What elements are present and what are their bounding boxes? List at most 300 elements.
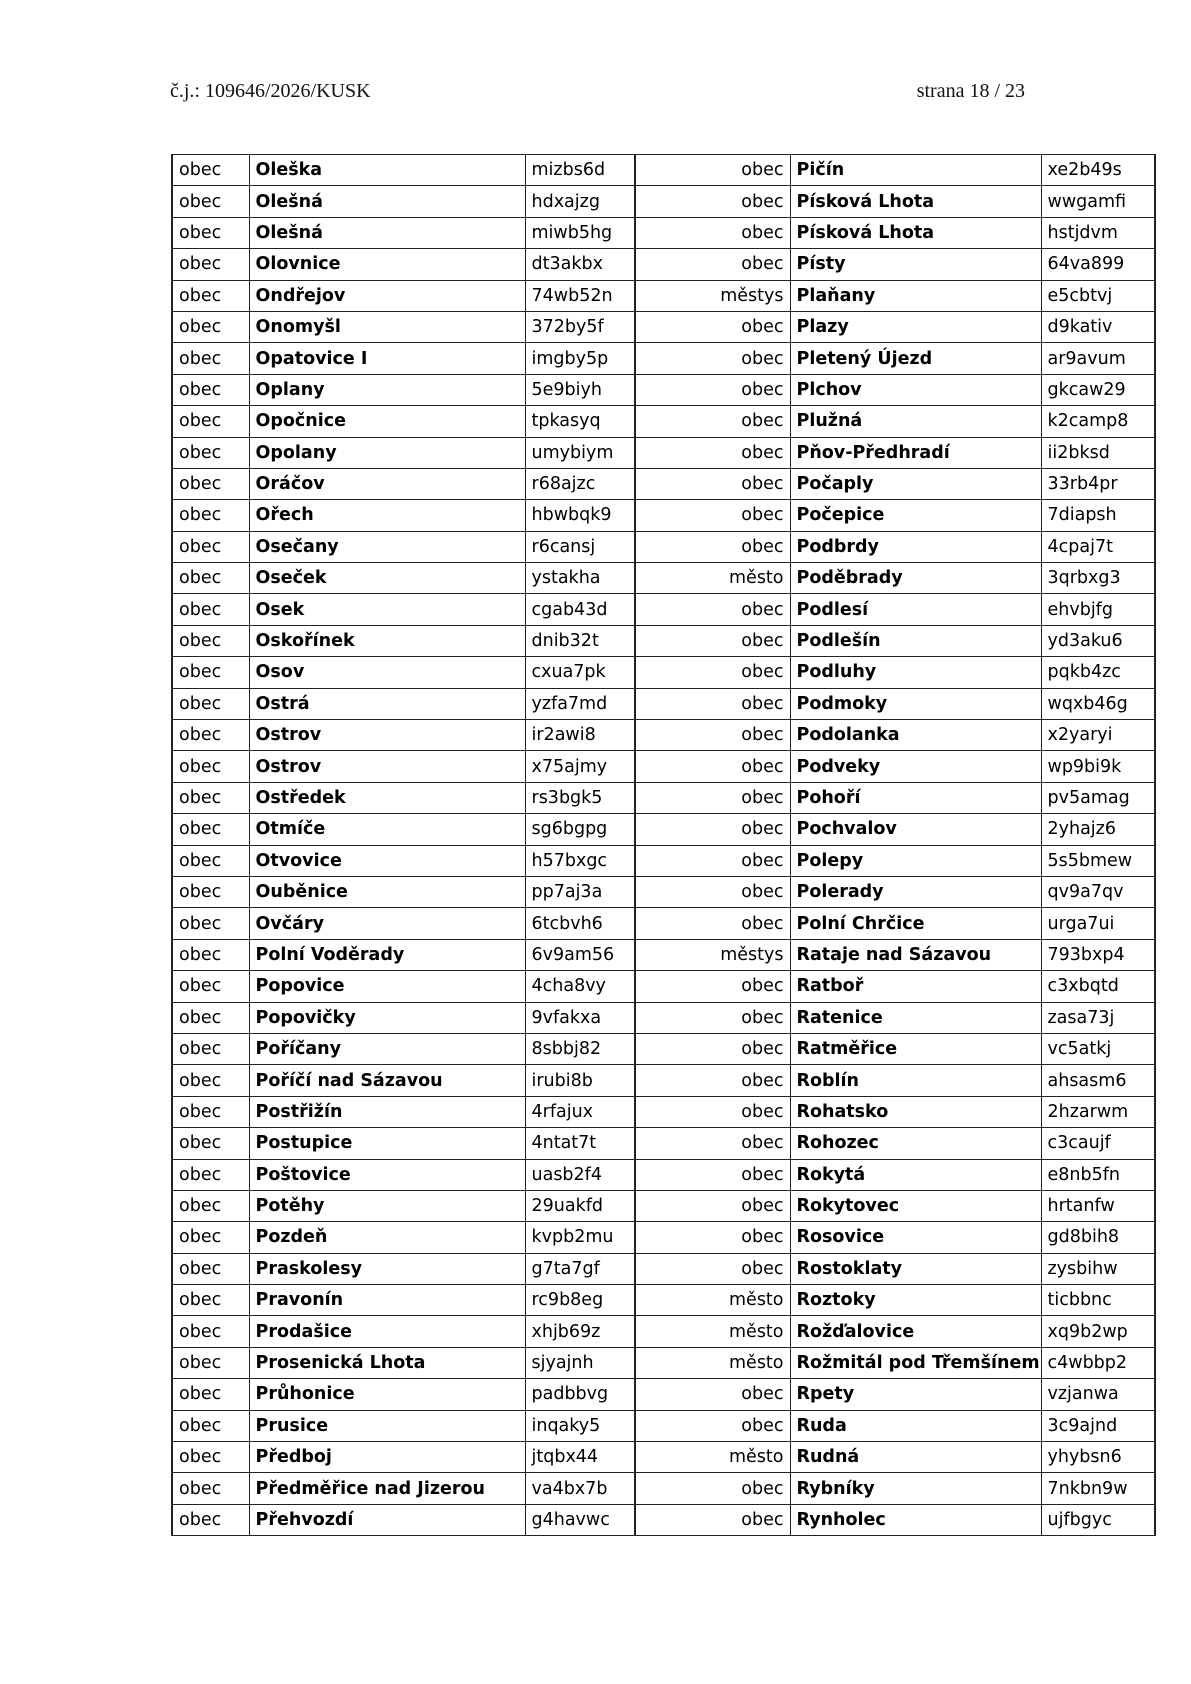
right-type-cell: obec (635, 1190, 790, 1221)
right-name-cell: Podveky (790, 751, 1041, 782)
left-name-cell: Oplany (249, 374, 525, 405)
right-name-cell: Ratměřice (790, 1033, 1041, 1064)
right-name-cell: Pňov-Předhradí (790, 437, 1041, 468)
right-name-cell: Podmoky (790, 688, 1041, 719)
right-code-cell: qv9a7qv (1041, 876, 1155, 907)
right-type-cell: obec (635, 594, 790, 625)
left-code-cell: 6tcbvh6 (525, 908, 635, 939)
right-code-cell: 33rb4pr (1041, 468, 1155, 499)
right-name-cell: Rohatsko (790, 1096, 1041, 1127)
right-type-cell: obec (635, 468, 790, 499)
table-row (172, 1159, 1155, 1190)
right-name-cell: Ratboř (790, 971, 1041, 1002)
left-name-cell: Popovičky (249, 1002, 525, 1033)
right-type-cell: obec (635, 688, 790, 719)
left-code-cell: yzfa7md (525, 688, 635, 719)
right-type-cell: město (635, 1442, 790, 1473)
right-code-cell: 3c9ajnd (1041, 1410, 1155, 1441)
left-type-cell: obec (172, 594, 249, 625)
left-name-cell: Praskolesy (249, 1253, 525, 1284)
left-type-cell: obec (172, 249, 249, 280)
table-row (172, 1128, 1155, 1159)
left-name-cell: Ostrov (249, 751, 525, 782)
left-type-cell: obec (172, 1253, 249, 1284)
left-code-cell: 29uakfd (525, 1190, 635, 1221)
right-type-cell: město (635, 1285, 790, 1316)
right-type-cell: obec (635, 720, 790, 751)
table-row (172, 1473, 1155, 1504)
right-type-cell: obec (635, 374, 790, 405)
left-type-cell: obec (172, 625, 249, 656)
left-type-cell: obec (172, 1316, 249, 1347)
table-row (172, 939, 1155, 970)
table-row (172, 1002, 1155, 1033)
right-type-cell: obec (635, 782, 790, 813)
right-code-cell: xe2b49s (1041, 155, 1155, 186)
left-type-cell: obec (172, 1222, 249, 1253)
left-name-cell: Opatovice I (249, 343, 525, 374)
left-type-cell: obec (172, 939, 249, 970)
left-code-cell: 372by5f (525, 311, 635, 342)
left-type-cell: obec (172, 1504, 249, 1535)
left-code-cell: sjyajnh (525, 1347, 635, 1378)
left-code-cell: dt3akbx (525, 249, 635, 280)
left-code-cell: rc9b8eg (525, 1285, 635, 1316)
left-code-cell: jtqbx44 (525, 1442, 635, 1473)
left-code-cell: xhjb69z (525, 1316, 635, 1347)
right-type-cell: obec (635, 814, 790, 845)
left-type-cell: obec (172, 720, 249, 751)
right-type-cell: obec (635, 908, 790, 939)
table-row (172, 1442, 1155, 1473)
right-code-cell: yhybsn6 (1041, 1442, 1155, 1473)
right-type-cell: obec (635, 531, 790, 562)
left-code-cell: 74wb52n (525, 280, 635, 311)
table-row (172, 625, 1155, 656)
left-type-cell: obec (172, 1473, 249, 1504)
left-name-cell: Ostrá (249, 688, 525, 719)
right-code-cell: ujfbgyc (1041, 1504, 1155, 1535)
right-name-cell: Plazy (790, 311, 1041, 342)
table-row (172, 1253, 1155, 1284)
left-code-cell: imgby5p (525, 343, 635, 374)
right-name-cell: Písková Lhota (790, 217, 1041, 248)
right-type-cell: obec (635, 249, 790, 280)
left-type-cell: obec (172, 876, 249, 907)
left-name-cell: Polní Voděrady (249, 939, 525, 970)
left-name-cell: Průhonice (249, 1379, 525, 1410)
table-row (172, 1096, 1155, 1127)
left-code-cell: irubi8b (525, 1065, 635, 1096)
table-row (172, 1347, 1155, 1378)
table-row (172, 688, 1155, 719)
table-row (172, 845, 1155, 876)
right-type-cell: obec (635, 1096, 790, 1127)
left-type-cell: obec (172, 751, 249, 782)
left-name-cell: Osek (249, 594, 525, 625)
table-body (172, 155, 1155, 1536)
right-type-cell: obec (635, 437, 790, 468)
right-type-cell: obec (635, 1473, 790, 1504)
right-name-cell: Rybníky (790, 1473, 1041, 1504)
right-name-cell: Poděbrady (790, 563, 1041, 594)
right-name-cell: Podolanka (790, 720, 1041, 751)
municipality-table (171, 154, 1156, 1536)
left-code-cell: x75ajmy (525, 751, 635, 782)
table-row (172, 531, 1155, 562)
right-name-cell: Ratenice (790, 1002, 1041, 1033)
table-row (172, 1222, 1155, 1253)
left-type-cell: obec (172, 1410, 249, 1441)
left-type-cell: obec (172, 1379, 249, 1410)
right-code-cell: c4wbbp2 (1041, 1347, 1155, 1378)
table-row (172, 1504, 1155, 1535)
left-name-cell: Ostředek (249, 782, 525, 813)
right-name-cell: Rožmitál pod Třemšínem (790, 1347, 1041, 1378)
left-type-cell: obec (172, 782, 249, 813)
left-code-cell: g4havwc (525, 1504, 635, 1535)
left-type-cell: obec (172, 1442, 249, 1473)
left-name-cell: Olešná (249, 217, 525, 248)
left-name-cell: Olešná (249, 186, 525, 217)
right-code-cell: c3caujf (1041, 1128, 1155, 1159)
right-name-cell: Podluhy (790, 657, 1041, 688)
left-code-cell: mizbs6d (525, 155, 635, 186)
left-name-cell: Poštovice (249, 1159, 525, 1190)
right-code-cell: 7nkbn9w (1041, 1473, 1155, 1504)
right-type-cell: obec (635, 1128, 790, 1159)
municipality-table-wrap (171, 154, 1156, 1536)
right-code-cell: pv5amag (1041, 782, 1155, 813)
table-row (172, 311, 1155, 342)
right-name-cell: Písková Lhota (790, 186, 1041, 217)
right-name-cell: Plaňany (790, 280, 1041, 311)
right-code-cell: yd3aku6 (1041, 625, 1155, 656)
left-type-cell: obec (172, 437, 249, 468)
right-code-cell: vzjanwa (1041, 1379, 1155, 1410)
left-code-cell: 8sbbj82 (525, 1033, 635, 1064)
left-name-cell: Otvovice (249, 845, 525, 876)
left-name-cell: Přehvozdí (249, 1504, 525, 1535)
right-type-cell: obec (635, 1222, 790, 1253)
left-type-cell: obec (172, 500, 249, 531)
right-code-cell: pqkb4zc (1041, 657, 1155, 688)
right-code-cell: 793bxp4 (1041, 939, 1155, 970)
right-code-cell: d9kativ (1041, 311, 1155, 342)
right-name-cell: Rokytovec (790, 1190, 1041, 1221)
left-code-cell: umybiym (525, 437, 635, 468)
right-type-cell: obec (635, 406, 790, 437)
left-code-cell: inqaky5 (525, 1410, 635, 1441)
left-name-cell: Ouběnice (249, 876, 525, 907)
left-code-cell: 4cha8vy (525, 971, 635, 1002)
table-row (172, 563, 1155, 594)
left-type-cell: obec (172, 531, 249, 562)
left-name-cell: Opočnice (249, 406, 525, 437)
right-type-cell: obec (635, 1002, 790, 1033)
right-code-cell: wp9bi9k (1041, 751, 1155, 782)
left-name-cell: Předboj (249, 1442, 525, 1473)
table-row (172, 249, 1155, 280)
table-row (172, 500, 1155, 531)
right-name-cell: Rudná (790, 1442, 1041, 1473)
right-name-cell: Podlesí (790, 594, 1041, 625)
right-type-cell: obec (635, 155, 790, 186)
right-code-cell: ticbbnc (1041, 1285, 1155, 1316)
right-type-cell: obec (635, 751, 790, 782)
left-name-cell: Ovčáry (249, 908, 525, 939)
table-row (172, 343, 1155, 374)
right-type-cell: obec (635, 1504, 790, 1535)
right-code-cell: vc5atkj (1041, 1033, 1155, 1064)
left-name-cell: Prosenická Lhota (249, 1347, 525, 1378)
right-code-cell: xq9b2wp (1041, 1316, 1155, 1347)
right-code-cell: 3qrbxg3 (1041, 563, 1155, 594)
right-name-cell: Počepice (790, 500, 1041, 531)
right-name-cell: Ruda (790, 1410, 1041, 1441)
left-code-cell: 4ntat7t (525, 1128, 635, 1159)
right-name-cell: Pletený Újezd (790, 343, 1041, 374)
left-name-cell: Postřižín (249, 1096, 525, 1127)
left-name-cell: Opolany (249, 437, 525, 468)
right-type-cell: město (635, 563, 790, 594)
right-type-cell: obec (635, 186, 790, 217)
left-code-cell: 9vfakxa (525, 1002, 635, 1033)
right-code-cell: k2camp8 (1041, 406, 1155, 437)
left-code-cell: sg6bgpg (525, 814, 635, 845)
table-row (172, 1285, 1155, 1316)
right-type-cell: obec (635, 657, 790, 688)
left-code-cell: 5e9biyh (525, 374, 635, 405)
left-code-cell: h57bxgc (525, 845, 635, 876)
right-name-cell: Rožďalovice (790, 1316, 1041, 1347)
left-name-cell: Potěhy (249, 1190, 525, 1221)
table-row (172, 374, 1155, 405)
left-name-cell: Prusice (249, 1410, 525, 1441)
table-row (172, 814, 1155, 845)
left-type-cell: obec (172, 1065, 249, 1096)
right-type-cell: město (635, 1316, 790, 1347)
table-row (172, 1410, 1155, 1441)
table-row (172, 437, 1155, 468)
left-code-cell: 4rfajux (525, 1096, 635, 1127)
left-code-cell: dnib32t (525, 625, 635, 656)
table-row (172, 280, 1155, 311)
left-name-cell: Otmíče (249, 814, 525, 845)
right-name-cell: Rpety (790, 1379, 1041, 1410)
left-type-cell: obec (172, 688, 249, 719)
table-row (172, 155, 1155, 186)
right-type-cell: obec (635, 971, 790, 1002)
left-code-cell: hbwbqk9 (525, 500, 635, 531)
right-type-cell: městys (635, 939, 790, 970)
right-code-cell: c3xbqtd (1041, 971, 1155, 1002)
left-type-cell: obec (172, 374, 249, 405)
right-name-cell: Pičín (790, 155, 1041, 186)
table-row (172, 1379, 1155, 1410)
left-name-cell: Předměřice nad Jizerou (249, 1473, 525, 1504)
right-name-cell: Pohoří (790, 782, 1041, 813)
right-name-cell: Rostoklaty (790, 1253, 1041, 1284)
left-type-cell: obec (172, 563, 249, 594)
right-code-cell: 7diapsh (1041, 500, 1155, 531)
table-row (172, 751, 1155, 782)
left-type-cell: obec (172, 468, 249, 499)
right-type-cell: obec (635, 500, 790, 531)
left-type-cell: obec (172, 1159, 249, 1190)
right-code-cell: ii2bksd (1041, 437, 1155, 468)
right-name-cell: Plužná (790, 406, 1041, 437)
right-code-cell: hstjdvm (1041, 217, 1155, 248)
right-name-cell: Podbrdy (790, 531, 1041, 562)
table-row (172, 468, 1155, 499)
right-name-cell: Polepy (790, 845, 1041, 876)
right-type-cell: obec (635, 217, 790, 248)
left-type-cell: obec (172, 217, 249, 248)
left-type-cell: obec (172, 155, 249, 186)
right-type-cell: obec (635, 876, 790, 907)
left-name-cell: Prodašice (249, 1316, 525, 1347)
left-code-cell: uasb2f4 (525, 1159, 635, 1190)
right-code-cell: 2hzarwm (1041, 1096, 1155, 1127)
table-row (172, 406, 1155, 437)
left-code-cell: pp7aj3a (525, 876, 635, 907)
right-code-cell: hrtanfw (1041, 1190, 1155, 1221)
right-code-cell: gkcaw29 (1041, 374, 1155, 405)
right-code-cell: urga7ui (1041, 908, 1155, 939)
left-type-cell: obec (172, 1002, 249, 1033)
left-code-cell: ystakha (525, 563, 635, 594)
right-type-cell: obec (635, 1379, 790, 1410)
right-code-cell: zysbihw (1041, 1253, 1155, 1284)
right-type-cell: obec (635, 343, 790, 374)
left-name-cell: Oleška (249, 155, 525, 186)
left-type-cell: obec (172, 1033, 249, 1064)
right-type-cell: obec (635, 1253, 790, 1284)
left-type-cell: obec (172, 908, 249, 939)
left-type-cell: obec (172, 280, 249, 311)
table-row (172, 876, 1155, 907)
right-name-cell: Písty (790, 249, 1041, 280)
left-name-cell: Osečany (249, 531, 525, 562)
right-code-cell: ar9avum (1041, 343, 1155, 374)
right-code-cell: wwgamfi (1041, 186, 1155, 217)
right-type-cell: město (635, 1347, 790, 1378)
left-type-cell: obec (172, 1190, 249, 1221)
left-name-cell: Pravonín (249, 1285, 525, 1316)
left-name-cell: Ostrov (249, 720, 525, 751)
left-name-cell: Ořech (249, 500, 525, 531)
right-code-cell: e8nb5fn (1041, 1159, 1155, 1190)
right-name-cell: Rynholec (790, 1504, 1041, 1535)
left-type-cell: obec (172, 845, 249, 876)
left-code-cell: cgab43d (525, 594, 635, 625)
left-name-cell: Oseček (249, 563, 525, 594)
left-code-cell: tpkasyq (525, 406, 635, 437)
right-code-cell: e5cbtvj (1041, 280, 1155, 311)
right-name-cell: Podlešín (790, 625, 1041, 656)
left-type-cell: obec (172, 406, 249, 437)
left-type-cell: obec (172, 1347, 249, 1378)
left-type-cell: obec (172, 814, 249, 845)
table-row (172, 657, 1155, 688)
table-row (172, 908, 1155, 939)
table-row (172, 186, 1155, 217)
left-type-cell: obec (172, 1096, 249, 1127)
left-code-cell: r6cansj (525, 531, 635, 562)
page-number: strana 18 / 23 (916, 80, 1025, 102)
right-type-cell: obec (635, 1410, 790, 1441)
right-name-cell: Polerady (790, 876, 1041, 907)
right-code-cell: ahsasm6 (1041, 1065, 1155, 1096)
right-type-cell: obec (635, 845, 790, 876)
table-row (172, 971, 1155, 1002)
right-name-cell: Roztoky (790, 1285, 1041, 1316)
right-type-cell: obec (635, 311, 790, 342)
right-type-cell: obec (635, 625, 790, 656)
left-name-cell: Olovnice (249, 249, 525, 280)
right-name-cell: Počaply (790, 468, 1041, 499)
right-code-cell: x2yaryi (1041, 720, 1155, 751)
table-row (172, 1190, 1155, 1221)
left-code-cell: miwb5hg (525, 217, 635, 248)
left-name-cell: Postupice (249, 1128, 525, 1159)
left-type-cell: obec (172, 1128, 249, 1159)
left-name-cell: Poříčany (249, 1033, 525, 1064)
left-type-cell: obec (172, 311, 249, 342)
page-header (170, 80, 1025, 110)
right-type-cell: městys (635, 280, 790, 311)
right-code-cell: gd8bih8 (1041, 1222, 1155, 1253)
left-code-cell: padbbvg (525, 1379, 635, 1410)
left-name-cell: Oskořínek (249, 625, 525, 656)
left-code-cell: va4bx7b (525, 1473, 635, 1504)
right-name-cell: Rataje nad Sázavou (790, 939, 1041, 970)
table-row (172, 1065, 1155, 1096)
left-name-cell: Poříčí nad Sázavou (249, 1065, 525, 1096)
table-row (172, 1316, 1155, 1347)
left-name-cell: Popovice (249, 971, 525, 1002)
right-name-cell: Pochvalov (790, 814, 1041, 845)
left-code-cell: r68ajzc (525, 468, 635, 499)
left-type-cell: obec (172, 343, 249, 374)
right-code-cell: 64va899 (1041, 249, 1155, 280)
right-name-cell: Rosovice (790, 1222, 1041, 1253)
table-row (172, 720, 1155, 751)
right-code-cell: 5s5bmew (1041, 845, 1155, 876)
left-name-cell: Osov (249, 657, 525, 688)
left-type-cell: obec (172, 971, 249, 1002)
left-name-cell: Pozdeň (249, 1222, 525, 1253)
left-type-cell: obec (172, 186, 249, 217)
left-code-cell: kvpb2mu (525, 1222, 635, 1253)
right-name-cell: Polní Chrčice (790, 908, 1041, 939)
reference-number: č.j.: 109646/2026/KUSK (170, 80, 371, 102)
right-code-cell: zasa73j (1041, 1002, 1155, 1033)
right-type-cell: obec (635, 1065, 790, 1096)
right-code-cell: wqxb46g (1041, 688, 1155, 719)
left-name-cell: Onomyšl (249, 311, 525, 342)
table-row (172, 217, 1155, 248)
right-code-cell: ehvbjfg (1041, 594, 1155, 625)
left-code-cell: cxua7pk (525, 657, 635, 688)
right-code-cell: 4cpaj7t (1041, 531, 1155, 562)
left-name-cell: Oráčov (249, 468, 525, 499)
right-name-cell: Plchov (790, 374, 1041, 405)
right-type-cell: obec (635, 1159, 790, 1190)
table-row (172, 1033, 1155, 1064)
left-code-cell: 6v9am56 (525, 939, 635, 970)
